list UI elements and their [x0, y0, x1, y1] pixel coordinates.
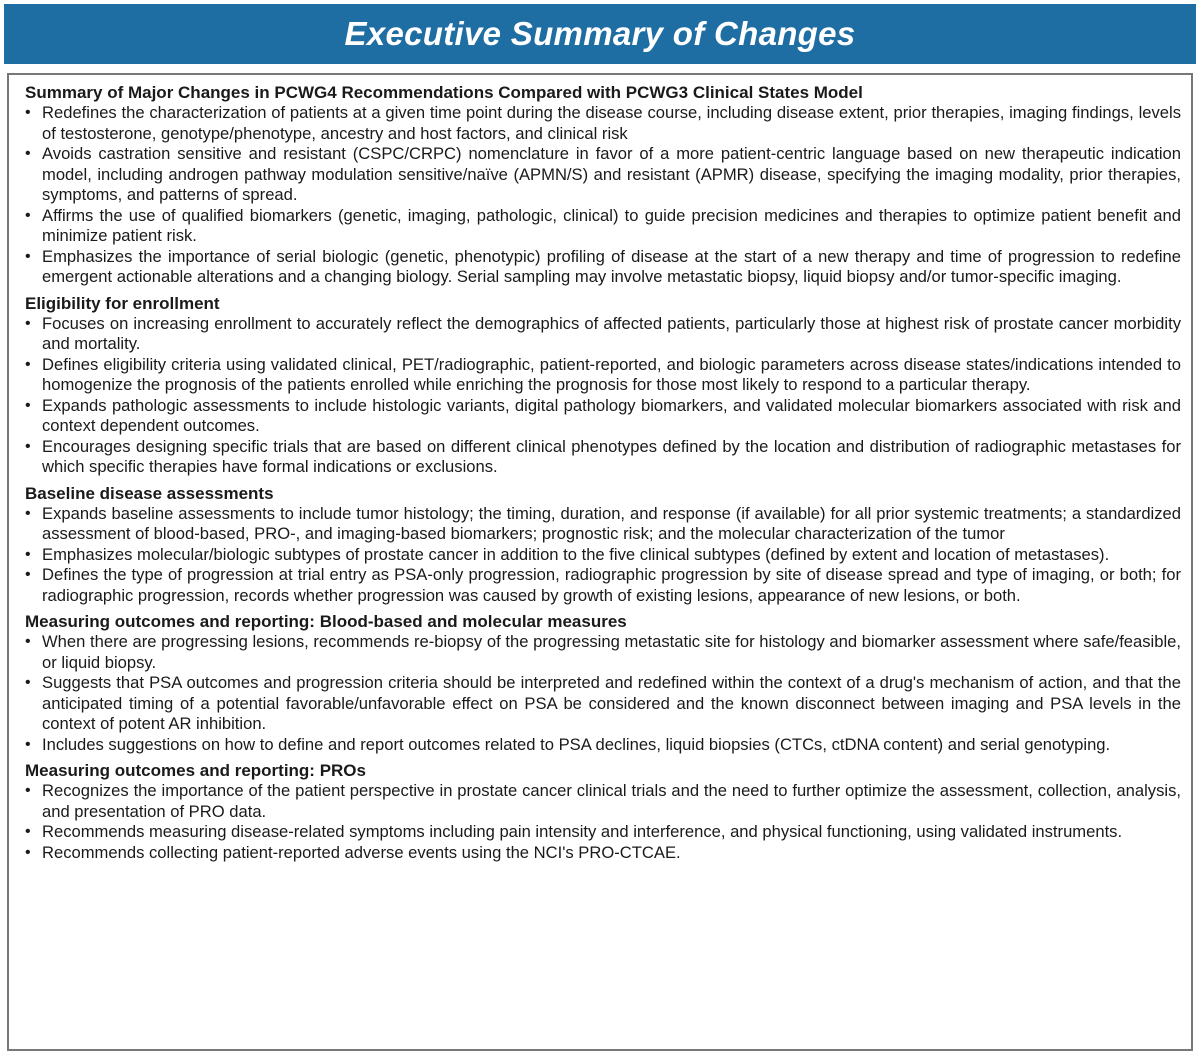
- list-item: • Includes suggestions on how to define and report outcomes related to PSA declines, liquid biopsies (CTCs, ctDNA content) and serial genotyping.: [25, 734, 1111, 754]
- bullet-icon: •: [25, 355, 31, 373]
- list-item: • Emphasizes the importance of serial biologic (genetic, phenotypic) profiling of disease at the start of a new therapy and time of progression to redefine emergent actionable alterations and a changing biology. Serial sampling may involve metastatic biopsy, liquid biopsy and/or tumor-specific imaging.: [25, 246, 1181, 286]
- list-item: • Defines the type of progression at trial entry as PSA-only progression, radiographic progression by site of disease spread and type of imaging, or both; for radiographic progression, records whether progression was caused by growth of existing lesions, appearance of new lesions, or both.: [25, 565, 1181, 605]
- section-baseline: [25, 483, 1181, 607]
- section-heading: Eligibility for enrollment: [25, 293, 220, 313]
- bullet-icon: •: [25, 314, 31, 332]
- list-item: • Expands pathologic assessments to include histologic variants, digital pathology biomarkers, and validated molecular biomarkers associated with risk and context dependent outcomes.: [25, 395, 1181, 435]
- list-item: • Recommends measuring disease-related symptoms including pain intensity and interference, and physical functioning, using validated instruments.: [25, 822, 1123, 841]
- section-blood-molecular: [25, 611, 1181, 755]
- title-banner: [4, 4, 1196, 64]
- section-heading: Measuring outcomes and reporting: Blood-based and molecular measures: [25, 612, 627, 631]
- list-item: • Affirms the use of qualified biomarkers (genetic, imaging, pathologic, clinical) to guide precision medicines and therapies to optimize patient benefit and minimize patient risk.: [25, 205, 1181, 245]
- list-item: • Emphasizes molecular/biologic subtypes of prostate cancer in addition to the five clinical subtypes (defined by extent and location of metastases).: [25, 544, 1110, 564]
- list-item: • Encourages designing specific trials that are based on different clinical phenotypes defined by the location and distribution of radiographic metastases for which specific therapies have formal indications or exclusions.: [25, 436, 1181, 476]
- section-eligibility: [25, 293, 1181, 478]
- bullet-icon: •: [25, 145, 31, 162]
- list-item: • When there are progressing lesions, recommends re-biopsy of the progressing metastatic site for histology and biomarker assessment where safe/feasible, or liquid biopsy.: [25, 632, 1181, 672]
- bullet-icon: •: [25, 545, 31, 563]
- bullet-icon: •: [25, 104, 31, 121]
- list-item: • Defines eligibility criteria using validated clinical, PET/radiographic, patient-reported, and biologic parameters across disease states/indications intended to homogenize the prognosis of the patients enrolled while enriching the prognosis for those most likely to respond to a particular therapy.: [25, 354, 1181, 394]
- bullet-list: [25, 781, 1181, 863]
- bullet-icon: •: [25, 633, 31, 650]
- bullet-icon: •: [25, 206, 31, 224]
- bullet-icon: •: [25, 566, 31, 583]
- bullet-icon: •: [25, 823, 31, 840]
- bullet-icon: •: [25, 396, 31, 414]
- bullet-list: [25, 314, 1181, 478]
- list-item: • Redefines the characterization of patients at a given time point during the disease course, including disease extent, prior therapies, imaging findings, levels of testosterone, genotype/phenotype, ancestry and host factors, and clinical risk: [25, 103, 1181, 143]
- section-heading: Summary of Major Changes in PCWG4 Recommendations Compared with PCWG3 Clinical States Model: [25, 83, 863, 102]
- bullet-list: [25, 504, 1181, 607]
- list-item: • Recognizes the importance of the patient perspective in prostate cancer clinical trials and the need to further optimize the assessment, collection, analysis, and presentation of PRO data.: [25, 781, 1181, 821]
- bullet-icon: •: [25, 735, 31, 753]
- page-title: Executive Summary of Changes: [344, 15, 856, 52]
- bullet-list: [25, 103, 1181, 288]
- bullet-icon: •: [25, 247, 31, 265]
- list-item: • Avoids castration sensitive and resistant (CSPC/CRPC) nomenclature in favor of a more patient-centric language based on new therapeutic indication model, including androgen pathway modulation sensitive/naïve (APMN/S) and resistant (APMR) disease, specifying the imaging modality, prior therapies, symptoms, and patterns of spread.: [25, 144, 1181, 204]
- list-item: • Expands baseline assessments to include tumor histology; the timing, duration, and response (if available) for all prior systemic treatments; a standardized assessment of blood-based, PRO-, and imaging-based biomarkers; prognostic risk; and the molecular characterization of the tumor: [25, 503, 1181, 543]
- bullet-icon: •: [25, 674, 31, 691]
- list-item: • Focuses on increasing enrollment to accurately reflect the demographics of affected patients, particularly those at highest risk of prostate cancer morbidity and mortality.: [25, 313, 1181, 353]
- section-major-changes: [25, 82, 1181, 288]
- bullet-icon: •: [25, 437, 31, 455]
- bullet-icon: •: [25, 782, 31, 799]
- bullet-list: [25, 632, 1181, 755]
- bullet-icon: •: [25, 843, 31, 861]
- section-heading: Measuring outcomes and reporting: PROs: [25, 761, 366, 780]
- section-heading: Baseline disease assessments: [25, 483, 274, 503]
- section-pros: [25, 760, 1181, 863]
- bullet-icon: •: [25, 504, 31, 522]
- list-item: • Recommends collecting patient-reported adverse events using the NCI's PRO-CTCAE.: [25, 842, 681, 862]
- summary-panel: [7, 73, 1193, 1051]
- list-item: • Suggests that PSA outcomes and progression criteria should be interpreted and redefined within the context of a drug's mechanism of action, and that the anticipated timing of a potential favorable/unfavorable effect on PSA be considered and the known disconnect between imaging and PSA levels in the context of potent AR inhibition.: [25, 673, 1181, 733]
